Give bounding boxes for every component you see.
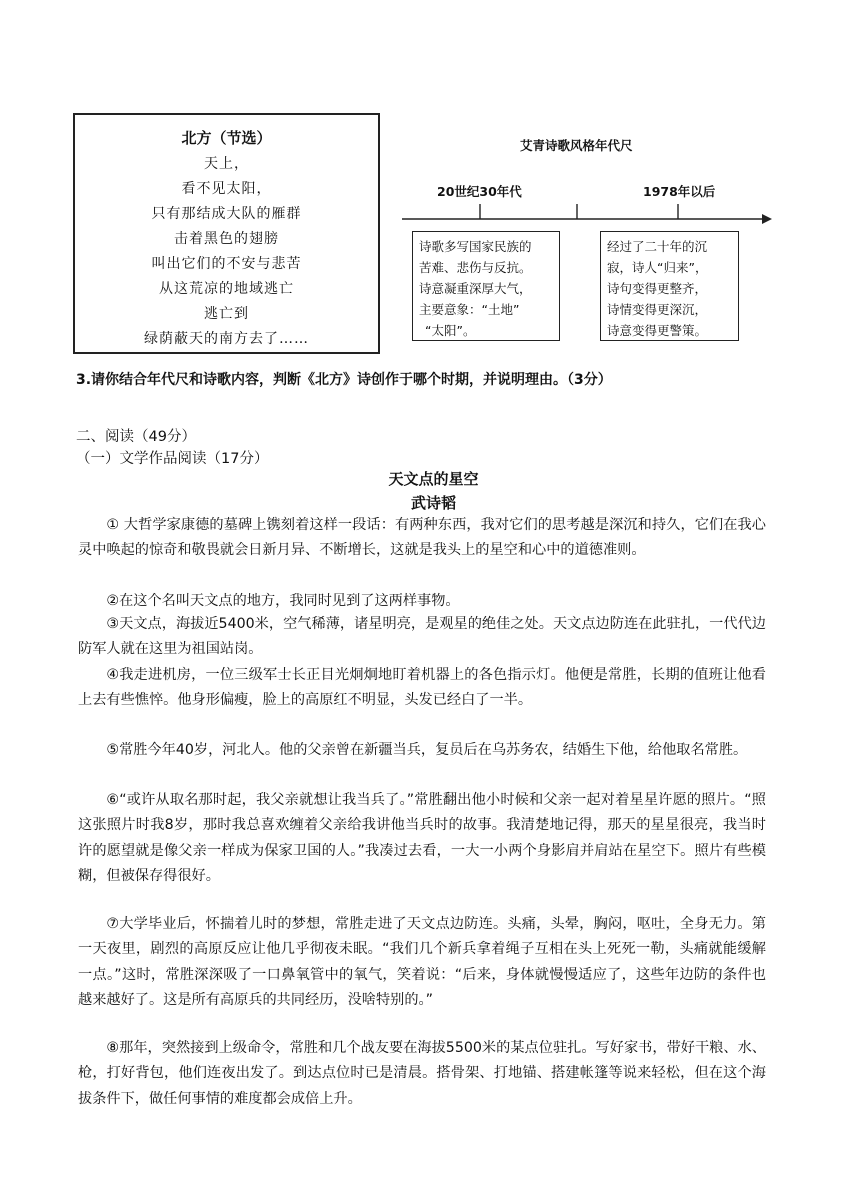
timeline-title: 艾青诗歌风格年代尺: [520, 138, 633, 153]
timeline-box-line: 苦难、悲伤与反抗。: [419, 260, 532, 275]
poem-box: [73, 113, 380, 354]
poem-line: 逃亡到: [204, 306, 249, 322]
article-title: 天文点的星空: [388, 470, 479, 488]
timeline-box-line: 诗意变得更警策。: [607, 323, 708, 338]
poem-line: 只有那结成大队的雁群: [151, 206, 302, 222]
poem-line: 叫出它们的不安与悲苦: [151, 256, 302, 272]
poem-line: 天上，: [204, 156, 249, 172]
article-paragraph-4: ④我走进机房，一位三级军士长正目光炯炯地盯着机器上的各色指示灯。他便是常胜，长期的值班让他看上去有些憔悴。他身形偏瘦，脸上的高原红不明显，头发已经白了一半。: [78, 667, 766, 709]
timeline-axis: [398, 195, 778, 235]
section-heading-reading: 二、阅读（49分）: [76, 429, 196, 445]
question-3: 3.请你结合年代尺和诗歌内容，判断《北方》诗创作于哪个时期，并说明理由。（3分）: [76, 372, 612, 388]
section-heading-literature: （一）文学作品阅读（17分）: [76, 451, 269, 467]
timeline-label-1930s: 20世纪30年代: [437, 184, 522, 199]
poem-line: 看不见太阳，: [181, 181, 272, 197]
timeline-box-line: 诗意凝重深厚大气，: [419, 281, 532, 296]
timeline-box-line: 寂，诗人“归来”，: [607, 260, 708, 275]
timeline-box-line: 诗句变得更整齐，: [607, 281, 708, 296]
timeline-box-1978: [600, 231, 739, 341]
timeline-label-1978: 1978年以后: [643, 184, 716, 199]
timeline-box-line: “太阳”。: [425, 323, 476, 338]
timeline-box-line: 经过了二十年的沉: [607, 239, 708, 254]
timeline-box-line: 诗歌多写国家民族的: [419, 239, 532, 254]
article-author: 武诗韬: [410, 494, 456, 512]
timeline-box-line: 诗情变得更深沉，: [607, 302, 708, 317]
article-paragraph-2: ②在这个名叫天文点的地方，我同时见到了这两样事物。: [106, 593, 460, 609]
poem-title: 北方（节选）: [181, 129, 272, 147]
poem-line: 从这荒凉的地域逃亡: [159, 281, 294, 297]
article-paragraph-6: ⑥“或许从取名那时起，我父亲就想让我当兵了。”常胜翻出他小时候和父亲一起对着星星许愿的照片。“照这张照片时我8岁，那时我总喜欢缠着父亲给我讲他当兵时的故事。我清楚地记得，那天的星星很亮，我当时许的愿望就是像父亲一样成为保家卫国的人。”我凑过去看，一大一小两个身影肩并肩站在星空下。照片有些模糊，但被保存得很好。: [78, 792, 766, 885]
article-paragraph-3: ③天文点，海拔近5400米，空气稀薄，诸星明亮，是观星的绝佳之处。天文点边防连在此驻扎，一代代边防军人就在这里为祖国站岗。: [78, 616, 766, 658]
article-paragraph-8: ⑧那年，突然接到上级命令，常胜和几个战友要在海拔5500米的某点位驻扎。写好家书，带好干粮、水、枪，打好背包，他们连夜出发了。到达点位时已是清晨。搭骨架、打地锚、搭建帐篷等说来轻松，但在这个海拔条件下，做任何事情的难度都会成倍上升。: [78, 1040, 766, 1107]
article-paragraph-1: ① 大哲学家康德的墓碑上镌刻着这样一段话：有两种东西，我对它们的思考越是深沉和持久，它们在我心灵中唤起的惊奇和敬畏就会日新月异、不断增长，这就是我头上的星空和心中的道德准则。: [78, 517, 766, 559]
article-paragraph-5: ⑤常胜今年40岁，河北人。他的父亲曾在新疆当兵，复员后在乌苏务农，结婚生下他，给他取名常胜。: [106, 742, 748, 758]
poem-line: 击着黑色的翅膀: [174, 231, 279, 247]
poem-line: 绿荫蔽天的南方去了……: [144, 331, 309, 347]
article-paragraph-7: ⑦大学毕业后，怀揣着儿时的梦想，常胜走进了天文点边防连。头痛，头晕，胸闷，呕吐，全身无力。第一天夜里，剧烈的高原反应让他几乎彻夜未眠。“我们几个新兵拿着绳子互相在头上死死一勒，头痛就能缓解一点。”这时，常胜深深吸了一口鼻氧管中的氧气，笑着说：“后来，身体就慢慢适应了，这些年边防的条件也越来越好了。这是所有高原兵的共同经历，没啥特别的。”: [78, 916, 766, 1009]
timeline-box-1930s: [412, 231, 560, 341]
timeline-box-line: 主要意象：“土地”: [419, 302, 520, 317]
